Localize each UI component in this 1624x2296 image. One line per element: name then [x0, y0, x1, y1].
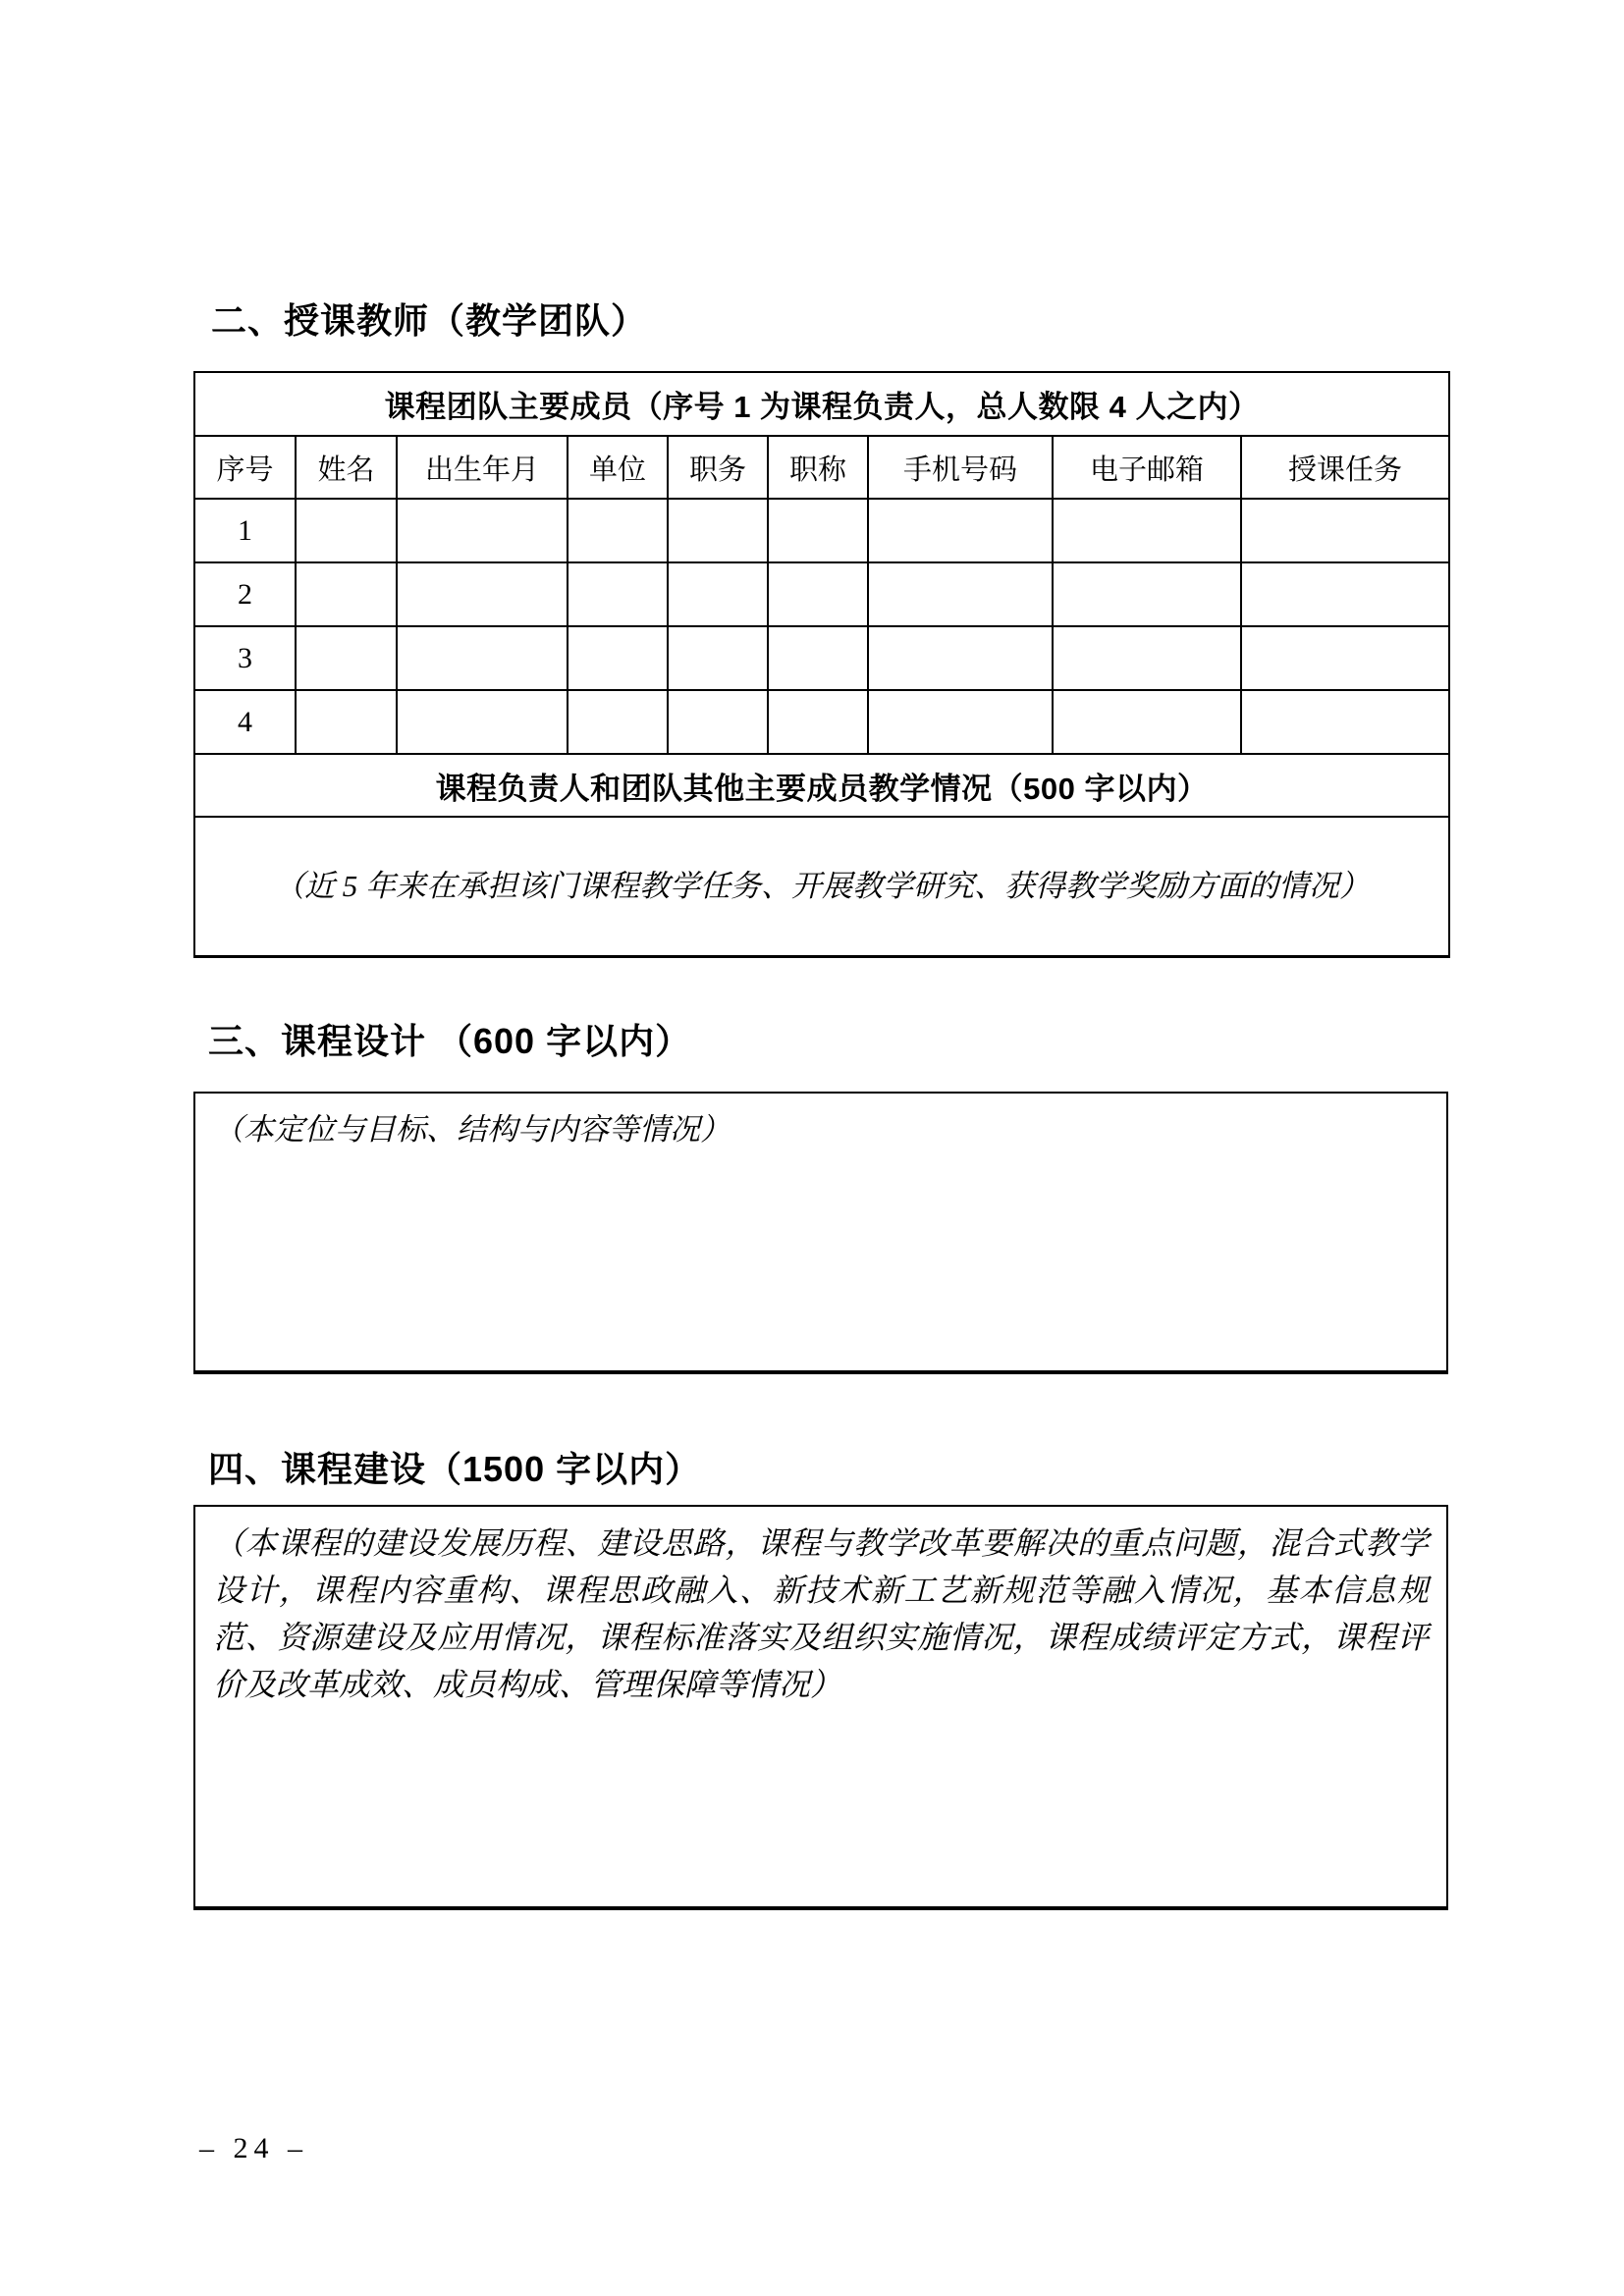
empty-cell [1053, 499, 1241, 562]
column-header-unit: 单位 [568, 436, 668, 499]
row-number-cell: 3 [194, 626, 296, 690]
empty-cell [768, 499, 868, 562]
table-subheader-row [194, 754, 1449, 817]
table-note-row [194, 817, 1449, 956]
empty-cell [768, 562, 868, 626]
column-header-duty: 职务 [668, 436, 768, 499]
row-number-cell: 2 [194, 562, 296, 626]
column-header-index: 序号 [194, 436, 296, 499]
column-header-birth: 出生年月 [397, 436, 568, 499]
page-number: – 24 – [199, 2132, 308, 2164]
empty-cell [397, 690, 568, 754]
empty-cell [568, 626, 668, 690]
member-row-4 [194, 690, 1449, 754]
course-construction-note: （本课程的建设发展历程、建设思路，课程与教学改革要解决的重点问题，混合式教学设计，课程内容重构、课程思政融入、新技术新工艺新规范等融入情况，基本信息规范、资源建设及应用情况，课程标准落实及组织实施情况，课程成绩评定方式，课程评价及改革成效、成员构成、管理保障等情况） [213, 1525, 1429, 1702]
empty-cell [1053, 690, 1241, 754]
empty-cell [296, 499, 397, 562]
teaching-situation-cell [194, 817, 1449, 956]
member-row-1 [194, 499, 1449, 562]
column-header-task: 授课任务 [1241, 436, 1449, 499]
empty-cell [568, 690, 668, 754]
section-4-title: 四、课程建设（1500 字以内） [208, 1449, 702, 1489]
empty-cell [868, 690, 1053, 754]
row-number-cell: 4 [194, 690, 296, 754]
empty-cell [397, 499, 568, 562]
row-number-cell: 1 [194, 499, 296, 562]
column-header-email: 电子邮箱 [1053, 436, 1241, 499]
course-design-box [193, 1092, 1448, 1374]
empty-cell [1053, 562, 1241, 626]
empty-cell [1241, 690, 1449, 754]
table-subheader: 课程负责人和团队其他主要成员教学情况（500 字以内） [194, 754, 1449, 817]
empty-cell [568, 562, 668, 626]
empty-cell [296, 562, 397, 626]
empty-cell [668, 626, 768, 690]
team-members-table [193, 371, 1450, 958]
empty-cell [668, 690, 768, 754]
empty-cell [397, 562, 568, 626]
empty-cell [296, 690, 397, 754]
column-header-name: 姓名 [296, 436, 397, 499]
empty-cell [1241, 562, 1449, 626]
empty-cell [1241, 499, 1449, 562]
empty-cell [568, 499, 668, 562]
empty-cell [868, 499, 1053, 562]
column-header-phone: 手机号码 [868, 436, 1053, 499]
empty-cell [768, 690, 868, 754]
empty-cell [668, 562, 768, 626]
empty-cell [1241, 626, 1449, 690]
empty-cell [1053, 626, 1241, 690]
course-construction-box [193, 1505, 1448, 1910]
empty-cell [296, 626, 397, 690]
empty-cell [768, 626, 868, 690]
empty-cell [868, 562, 1053, 626]
section-2-title: 二、授课教师（教学团队） [211, 300, 648, 341]
column-header-rank: 职称 [768, 436, 868, 499]
member-row-2 [194, 562, 1449, 626]
empty-cell [668, 499, 768, 562]
table-title: 课程团队主要成员（序号 1 为课程负责人，总人数限 4 人之内） [194, 372, 1449, 436]
teaching-situation-note: （近 5 年来在承担该门课程教学任务、开展教学研究、获得教学奖励方面的情况） [274, 868, 1371, 903]
empty-cell [397, 626, 568, 690]
member-row-3 [194, 626, 1449, 690]
course-design-note: （本定位与目标、结构与内容等情况） [213, 1112, 731, 1147]
section-3-title: 三、课程设计 （600 字以内） [208, 1021, 692, 1061]
column-header-row [194, 436, 1449, 499]
empty-cell [868, 626, 1053, 690]
table-header-row [194, 372, 1449, 436]
